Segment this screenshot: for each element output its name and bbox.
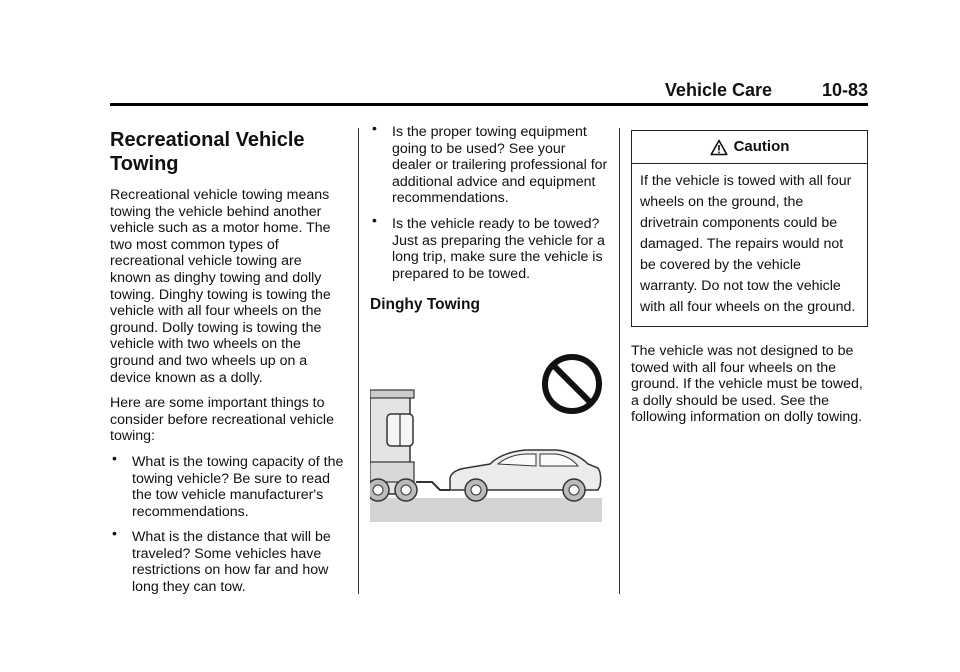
intro-paragraph: Recreational vehicle towing means towing the vehicle behind another vehicle such as a motor home. The two most common types of recreational vehicle towing are known as dinghy towing and dolly towing. Dinghy towing is towing the vehicle with all four wheels on the ground. Dolly towing is towing the vehicle with two wheels on the ground and two wheels up on a device known as a dolly.	[110, 187, 331, 386]
consider-paragraph: Here are some important things to consider before recreational vehicle towing:	[110, 395, 334, 445]
section-heading: Recreational Vehicle Towing	[110, 129, 305, 175]
caution-title: Caution	[733, 138, 790, 156]
caution-header	[632, 131, 867, 164]
column-1	[110, 128, 346, 605]
bullet-list	[110, 449, 346, 596]
bullet-icon: •	[112, 525, 117, 542]
list-item: • What is the towing capacity of the towing vehicle? Be sure to read the tow vehicle manufacturer's recommendations.	[112, 449, 344, 520]
section-title: Vehicle Care	[664, 80, 772, 100]
bullet-icon: •	[112, 449, 117, 466]
column-divider-2	[619, 128, 620, 594]
bullet-list	[370, 120, 608, 282]
no-dinghy-towing-icon	[370, 350, 602, 522]
header-rule	[110, 103, 868, 106]
subheading-dinghy-towing: Dinghy Towing	[370, 296, 480, 314]
column-2	[370, 120, 608, 527]
dolly-note-paragraph: The vehicle was not designed to be towed with all four wheels on the ground. If the vehicle must be towed, a dolly should be used. See the following information on dolly towing.	[631, 343, 863, 426]
caution-triangle-icon	[710, 139, 728, 156]
column-3	[631, 130, 868, 435]
caution-box	[631, 130, 868, 327]
column-divider-1	[358, 128, 359, 594]
bullet-icon: •	[372, 120, 377, 136]
list-item: • Is the vehicle ready to be towed? Just as preparing the vehicle for a long trip, make sure the vehicle is prepared to be towed.	[372, 211, 605, 282]
caution-text: If the vehicle is towed with all four wheels on the ground, the drivetrain components could be damaged. The repairs would not be covered by the vehicle warranty. Do not tow the vehicle with all four wheels on the ground.	[640, 173, 856, 315]
page-header	[110, 80, 868, 102]
bullet-icon: •	[372, 211, 377, 228]
page-number: 10-83	[821, 80, 868, 100]
list-item: • What is the distance that will be traveled? Some vehicles have restrictions on how far and how long they can tow.	[112, 525, 331, 596]
list-item: • Is the proper towing equipment going to be used? See your dealer or trailering professional for additional advice and equipment recommendations.	[372, 120, 608, 207]
